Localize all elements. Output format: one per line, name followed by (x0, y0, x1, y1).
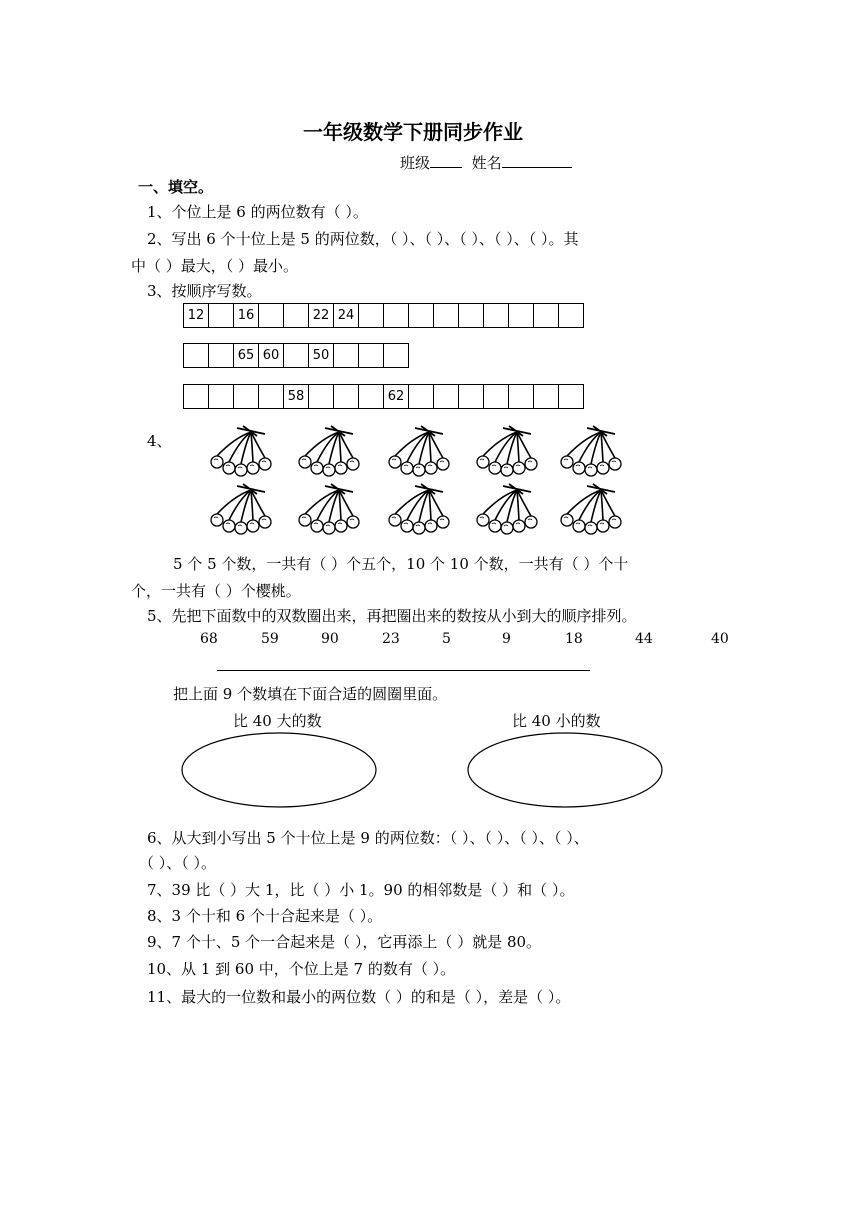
cherry-bunch-icon (477, 484, 537, 534)
sequence-row-2 (183, 343, 409, 368)
sequence-cell-filled: 16 (234, 304, 259, 328)
cherry-bunch-icon (211, 426, 271, 476)
question-11: 11、最大的一位数和最小的两位数（ ）的和是（ ），差是（ ）。 (147, 988, 571, 1006)
sequence-cell-blank[interactable] (384, 344, 409, 368)
sequence-cell-filled: 50 (309, 344, 334, 368)
oval-left-label: 比 40 大的数 (233, 712, 322, 730)
sequence-cell-blank[interactable] (184, 344, 209, 368)
question-4-label: 4、 (147, 432, 172, 450)
question-4-line-1: 5 个 5 个数，一共有（ ）个五个，10 个 10 个数，一共有（ ）个十 (173, 555, 629, 573)
number-item[interactable]: 9 (502, 631, 511, 647)
section-heading: 一、填空。 (138, 178, 214, 196)
number-item[interactable]: 23 (382, 631, 400, 647)
sequence-cell-blank[interactable] (484, 304, 509, 328)
sequence-cell-blank[interactable] (259, 304, 284, 328)
sequence-cell-blank[interactable] (534, 385, 559, 409)
sequence-cell-blank[interactable] (359, 344, 384, 368)
cherry-bunch-icon (389, 484, 449, 534)
sequence-cell-blank[interactable] (209, 344, 234, 368)
sequence-cell-blank[interactable] (234, 385, 259, 409)
cherries-illustration (205, 420, 645, 540)
cherry-bunch-icon (477, 426, 537, 476)
cherry-bunch-icon (389, 426, 449, 476)
sequence-cell-blank[interactable] (509, 304, 534, 328)
page-title: 一年级数学下册同步作业 (303, 120, 523, 144)
sequence-cell-blank[interactable] (184, 385, 209, 409)
number-item[interactable]: 59 (261, 631, 279, 647)
sequence-cell-blank[interactable] (359, 304, 384, 328)
number-item[interactable]: 18 (565, 631, 583, 647)
sequence-cell-blank[interactable] (359, 385, 384, 409)
question-10: 10、从 1 到 60 中，个位上是 7 的数有（ ）。 (147, 960, 456, 978)
sequence-cell-blank[interactable] (259, 385, 284, 409)
question-6-line-2: （ ）、（ ）。 (139, 854, 217, 872)
sequence-cell-filled: 58 (284, 385, 309, 409)
sequence-cell-filled: 65 (234, 344, 259, 368)
number-item[interactable]: 5 (442, 631, 451, 647)
sequence-cell-blank[interactable] (284, 304, 309, 328)
question-4-line-2: 个，一共有（ ）个樱桃。 (131, 582, 301, 600)
sequence-row-3 (183, 384, 584, 409)
class-blank (430, 153, 462, 168)
sequence-cell-blank[interactable] (434, 304, 459, 328)
sequence-cell-blank[interactable] (284, 344, 309, 368)
question-3: 3、按顺序写数。 (147, 282, 262, 300)
sequence-cell-blank[interactable] (459, 304, 484, 328)
question-2-line-2: 中（ ）最大，（ ）最小。 (131, 257, 299, 275)
number-item[interactable]: 40 (711, 631, 729, 647)
sequence-cell-blank[interactable] (484, 385, 509, 409)
sequence-cell-filled: 22 (309, 304, 334, 328)
student-info (400, 152, 572, 173)
answer-ovals (0, 730, 860, 840)
cherry-bunch-icon (211, 484, 271, 534)
class-label: 班级 (400, 154, 431, 172)
sequence-cell-blank[interactable] (409, 304, 434, 328)
answer-line (217, 670, 590, 671)
question-7: 7、39 比（ ）大 1，比（ ）小 1。90 的相邻数是（ ）和（ ）。 (147, 881, 575, 899)
sequence-cell-blank[interactable] (434, 385, 459, 409)
oval-greater-than-40[interactable] (182, 733, 376, 807)
number-item[interactable]: 90 (321, 631, 339, 647)
sequence-cell-blank[interactable] (334, 385, 359, 409)
sequence-cell-blank[interactable] (534, 304, 559, 328)
oval-right-label: 比 40 小的数 (512, 712, 601, 730)
cherry-bunch-icon (299, 484, 359, 534)
sequence-cell-filled: 60 (259, 344, 284, 368)
sequence-cell-blank[interactable] (209, 304, 234, 328)
sequence-cell-blank[interactable] (209, 385, 234, 409)
sequence-cell-blank[interactable] (309, 385, 334, 409)
question-8: 8、3 个十和 6 个十合起来是（ ）。 (147, 907, 383, 925)
oval-less-than-40[interactable] (468, 733, 662, 807)
cherry-bunch-icon (299, 426, 359, 476)
question-5: 5、先把下面数中的双数圈出来，再把圈出来的数按从小到大的顺序排列。 (147, 607, 637, 625)
sequence-cell-blank[interactable] (559, 385, 584, 409)
sequence-cell-filled: 62 (384, 385, 409, 409)
sequence-cell-blank[interactable] (409, 385, 434, 409)
cherry-bunch-icon (561, 426, 621, 476)
question-2-line-1: 2、写出 6 个十位上是 5 的两位数，（ ）、（ ）、（ ）、（ ）、（ ）。其 (147, 230, 579, 248)
number-item[interactable]: 68 (200, 631, 218, 647)
sequence-cell-blank[interactable] (509, 385, 534, 409)
sequence-cell-blank[interactable] (334, 344, 359, 368)
number-item[interactable]: 44 (635, 631, 653, 647)
name-blank (502, 153, 572, 168)
sequence-cell-blank[interactable] (459, 385, 484, 409)
question-1: 1、个位上是 6 的两位数有（ ）。 (147, 203, 368, 221)
cherry-bunch-icon (561, 484, 621, 534)
question-9: 9、7 个十、5 个一合起来是（ ），它再添上（ ）就是 80。 (147, 933, 542, 951)
sequence-cell-filled: 24 (334, 304, 359, 328)
sequence-row-1 (183, 303, 584, 328)
sequence-cell-filled: 12 (184, 304, 209, 328)
question-6-line-1: 6、从大到小写出 5 个十位上是 9 的两位数：（ ）、（ ）、（ ）、（ ）、 (147, 829, 589, 847)
question-5-instruction: 把上面 9 个数填在下面合适的圆圈里面。 (173, 685, 448, 703)
name-label: 姓名 (471, 154, 502, 172)
sequence-cell-blank[interactable] (384, 304, 409, 328)
sequence-cell-blank[interactable] (559, 304, 584, 328)
